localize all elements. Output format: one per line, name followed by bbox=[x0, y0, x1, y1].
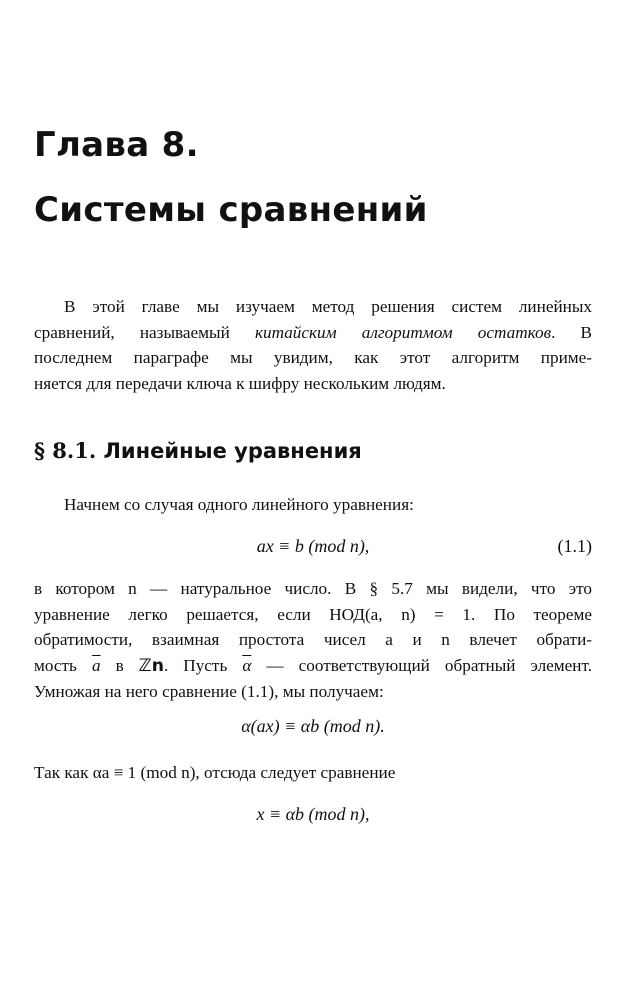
emphasis-term: китайским алгоритмом остатков bbox=[254, 322, 552, 342]
equation-body: x ≡ αb (mod n), bbox=[256, 804, 370, 824]
equation-1-1 bbox=[34, 536, 592, 557]
paragraph-line: уравнение легко решается, если НОД(a, n) = 1. По теореме bbox=[34, 604, 592, 624]
paragraph-2 bbox=[34, 576, 592, 705]
paragraph-line: в котором n — натуральное число. В § 5.7 мы видели, что это bbox=[34, 579, 592, 598]
a-bar-symbol: $\overline{a}$ bbox=[91, 655, 101, 675]
paragraph-line: обратимости, взаимная простота чисел a и n влечет обрати- bbox=[34, 630, 592, 649]
intro-paragraph bbox=[34, 294, 592, 396]
intro-line: В этой главе мы изучаем метод решения систем линейных bbox=[64, 297, 592, 316]
equation-number: (1.1) bbox=[557, 536, 592, 556]
paragraph-text: мость bbox=[34, 655, 77, 675]
section-number: § 8.1. bbox=[34, 438, 97, 463]
start-paragraph bbox=[34, 492, 592, 518]
chapter-title: Системы сравнений bbox=[34, 190, 428, 230]
paragraph-text: . Пусть bbox=[163, 655, 228, 675]
equation-body: ax ≡ b (mod n), bbox=[256, 536, 370, 556]
intro-line: последнем параграфе мы увидим, как этот алгоритм приме- bbox=[34, 348, 592, 367]
equation-solution bbox=[34, 804, 592, 825]
alpha-bar-symbol: $\overline{\alpha}$ bbox=[242, 655, 252, 675]
zn-symbol: ℤn bbox=[138, 655, 164, 676]
intro-text: . В bbox=[551, 322, 592, 342]
intro-text: сравнений, называемый bbox=[34, 322, 230, 342]
section-title: Линейные уравнения bbox=[103, 439, 362, 463]
intro-line: няется для передачи ключа к шифру нескольким людям. bbox=[34, 373, 446, 393]
intro-line bbox=[34, 320, 592, 346]
paragraph-line: Так как αa ≡ 1 (mod n), отсюда следует сравнение bbox=[34, 763, 396, 782]
paragraph-3 bbox=[34, 760, 592, 786]
chapter-number-heading: Глава 8. bbox=[34, 125, 199, 165]
equation-multiplied bbox=[34, 716, 592, 737]
paragraph-line: Умножая на него сравнение (1.1), мы получаем: bbox=[34, 682, 384, 701]
paragraph-text: — соответствующий обратный элемент. bbox=[266, 655, 592, 675]
paragraph-line bbox=[34, 653, 592, 680]
section-heading bbox=[34, 438, 362, 463]
paragraph-text: в bbox=[115, 655, 124, 675]
equation-body: α(ax) ≡ αb (mod n). bbox=[241, 716, 385, 736]
paragraph-line: Начнем со случая одного линейного уравнения: bbox=[64, 495, 414, 514]
